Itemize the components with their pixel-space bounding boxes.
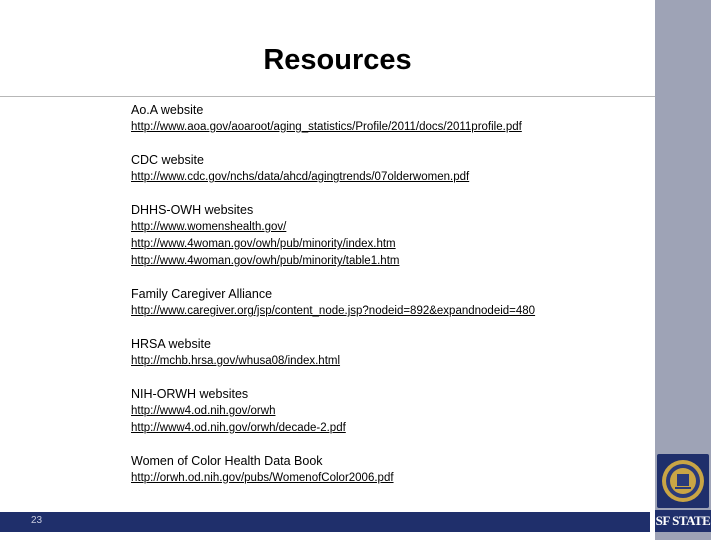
page-title: Resources (263, 44, 412, 76)
resource-name: DHHS-OWH websites (131, 203, 254, 217)
resource-link[interactable]: http://www.4woman.gov/owh/pub/minority/index.htm (131, 238, 396, 250)
resource-link[interactable]: http://www4.od.nih.gov/orwh/decade-2.pdf (131, 422, 346, 434)
resource-link[interactable]: http://www4.od.nih.gov/orwh (131, 405, 276, 417)
title-divider (0, 96, 655, 97)
resource-list (131, 102, 651, 503)
resource-link[interactable]: http://www.caregiver.org/jsp/content_node.jsp?nodeid=892&expandnodeid=480 (131, 305, 536, 317)
page-number: 23 (31, 515, 43, 526)
resource-link[interactable]: http://www.womenshealth.gov/ (131, 221, 287, 233)
resource-link[interactable]: http://orwh.od.nih.gov/pubs/WomenofColor2006.pdf (131, 472, 394, 484)
resource-entry (131, 202, 651, 270)
footer-bar (0, 512, 650, 532)
resource-entry (131, 336, 651, 370)
resource-name: NIH-ORWH websites (131, 387, 249, 401)
resource-name: HRSA website (131, 337, 211, 351)
resource-link[interactable]: http://mchb.hrsa.gov/whusa08/index.html (131, 355, 341, 367)
resource-name: Family Caregiver Alliance (131, 287, 273, 301)
resource-entry (131, 453, 651, 487)
university-seal-icon (657, 454, 709, 508)
resource-link[interactable]: http://www.aoa.gov/aoaroot/aging_statistics/Profile/2011/docs/2011profile.pdf (131, 121, 522, 133)
resource-name: Women of Color Health Data Book (131, 454, 323, 468)
sf-state-logo: SF STATE (655, 510, 711, 532)
resource-name: Ao.A website (131, 103, 204, 117)
resource-entry (131, 386, 651, 437)
resource-name: CDC website (131, 153, 204, 167)
resource-link[interactable]: http://www.cdc.gov/nchs/data/ahcd/agingtrends/07olderwomen.pdf (131, 171, 470, 183)
resource-link[interactable]: http://www.4woman.gov/owh/pub/minority/table1.htm (131, 255, 400, 267)
resource-entry (131, 152, 651, 186)
resource-entry (131, 102, 651, 136)
resource-entry (131, 286, 651, 320)
